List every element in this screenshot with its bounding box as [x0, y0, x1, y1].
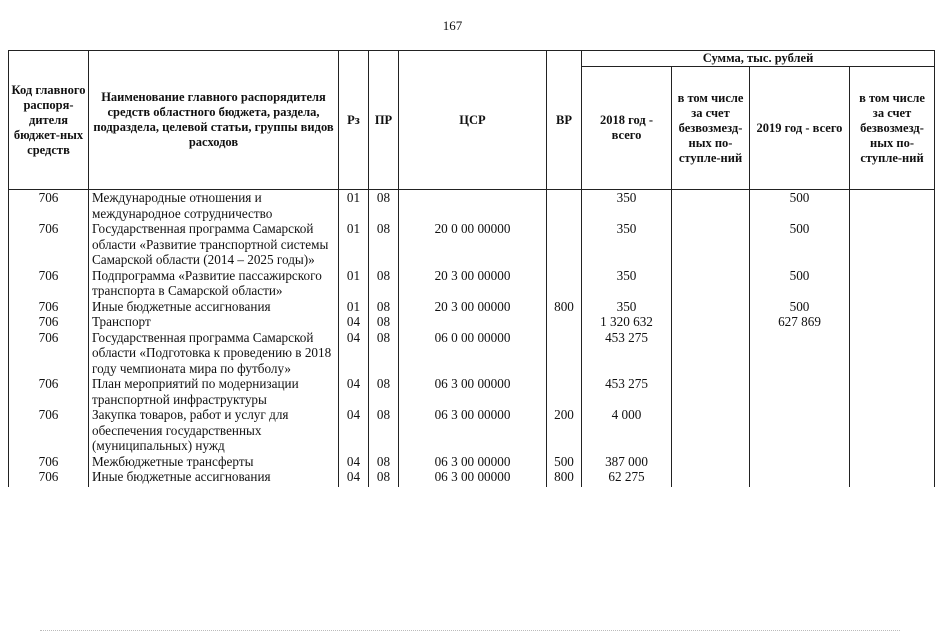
cell-name: Иные бюджетные ассигнования [89, 469, 339, 487]
cell-code: 706 [9, 299, 89, 315]
header-2019-total: 2019 год - всего [750, 67, 850, 190]
header-code: Код главного распоря-дителя бюджет-ных средств [9, 51, 89, 190]
cell-name: Государственная программа Самарской области «Развитие транспортной системы Самарской области (2014 – 2025 годы)» [89, 221, 339, 268]
cell-2018-total: 453 275 [582, 376, 672, 407]
cell-name: Иные бюджетные ассигнования [89, 299, 339, 315]
table-row [9, 469, 935, 487]
cell-2018-free [672, 330, 750, 377]
cell-2018-free [672, 376, 750, 407]
table-row [9, 407, 935, 454]
cell-2019-total [750, 376, 850, 407]
cell-code: 706 [9, 268, 89, 299]
table-row [9, 454, 935, 470]
table-row [9, 268, 935, 299]
cell-name: Международные отношения и международное сотрудничество [89, 190, 339, 222]
header-pr: ПР [369, 51, 399, 190]
header-2019-free: в том числе за счет безвозмезд-ных по-ступле-ний [850, 67, 935, 190]
table-body [9, 190, 935, 487]
cell-rz: 04 [339, 469, 369, 487]
cell-2018-total: 350 [582, 268, 672, 299]
cell-csr: 20 0 00 00000 [399, 221, 547, 268]
cell-csr: 06 3 00 00000 [399, 469, 547, 487]
cell-name: План мероприятий по модернизации транспортной инфраструктуры [89, 376, 339, 407]
cell-code: 706 [9, 454, 89, 470]
cell-rz: 01 [339, 221, 369, 268]
cell-2019-free [850, 221, 935, 268]
cell-pr: 08 [369, 314, 399, 330]
cell-2019-total: 500 [750, 268, 850, 299]
cell-pr: 08 [369, 376, 399, 407]
cell-code: 706 [9, 376, 89, 407]
cell-2019-total: 627 869 [750, 314, 850, 330]
cell-2018-total: 4 000 [582, 407, 672, 454]
cell-2018-total: 62 275 [582, 469, 672, 487]
cell-pr: 08 [369, 268, 399, 299]
cell-name: Государственная программа Самарской области «Подготовка к проведению в 2018 году чемпионата мира по футболу» [89, 330, 339, 377]
cell-csr [399, 190, 547, 222]
cell-code: 706 [9, 469, 89, 487]
cell-vr [547, 314, 582, 330]
cell-2018-total: 387 000 [582, 454, 672, 470]
cell-rz: 01 [339, 299, 369, 315]
table-row [9, 376, 935, 407]
cell-2018-free [672, 314, 750, 330]
page-number: 167 [442, 18, 463, 33]
cell-csr: 20 3 00 00000 [399, 268, 547, 299]
cell-name: Межбюджетные трансферты [89, 454, 339, 470]
cell-2019-free [850, 469, 935, 487]
cell-name: Транспорт [89, 314, 339, 330]
header-csr: ЦСР [399, 51, 547, 190]
cell-code: 706 [9, 330, 89, 377]
cell-vr [547, 268, 582, 299]
cell-2019-total: 500 [750, 221, 850, 268]
cell-pr: 08 [369, 330, 399, 377]
cell-rz: 04 [339, 314, 369, 330]
cell-2019-free [850, 314, 935, 330]
cell-pr: 08 [369, 407, 399, 454]
cell-2019-total: 500 [750, 190, 850, 222]
header-2018-total: 2018 год - всего [582, 67, 672, 190]
table-row [9, 314, 935, 330]
cell-2019-free [850, 330, 935, 377]
cell-2019-free [850, 407, 935, 454]
cell-2019-total [750, 469, 850, 487]
cell-2019-total [750, 330, 850, 377]
cell-vr: 800 [547, 469, 582, 487]
cell-2019-free [850, 454, 935, 470]
cell-csr: 20 3 00 00000 [399, 299, 547, 315]
cell-2019-free [850, 190, 935, 222]
cell-vr: 500 [547, 454, 582, 470]
cell-csr: 06 3 00 00000 [399, 407, 547, 454]
cell-rz: 04 [339, 376, 369, 407]
cell-pr: 08 [369, 299, 399, 315]
cell-pr: 08 [369, 469, 399, 487]
cell-rz: 01 [339, 190, 369, 222]
table-row [9, 299, 935, 315]
cell-rz: 04 [339, 330, 369, 377]
cell-2018-total: 453 275 [582, 330, 672, 377]
cell-2018-total: 350 [582, 221, 672, 268]
cell-vr [547, 190, 582, 222]
cell-rz: 01 [339, 268, 369, 299]
cell-code: 706 [9, 314, 89, 330]
cell-vr [547, 221, 582, 268]
cell-vr: 800 [547, 299, 582, 315]
budget-table [8, 50, 935, 487]
cell-rz: 04 [339, 407, 369, 454]
cell-2018-total: 350 [582, 190, 672, 222]
table-row [9, 221, 935, 268]
cell-csr: 06 3 00 00000 [399, 376, 547, 407]
cell-csr: 06 3 00 00000 [399, 454, 547, 470]
header-vr: ВР [547, 51, 582, 190]
cell-vr [547, 376, 582, 407]
header-2018-free: в том числе за счет безвозмезд-ных по-ступле-ний [672, 67, 750, 190]
cell-vr [547, 330, 582, 377]
cell-2019-free [850, 268, 935, 299]
cell-pr: 08 [369, 454, 399, 470]
cell-2018-total: 350 [582, 299, 672, 315]
cell-2019-total [750, 407, 850, 454]
cell-csr: 06 0 00 00000 [399, 330, 547, 377]
cell-2018-free [672, 407, 750, 454]
table-row [9, 330, 935, 377]
cell-rz: 04 [339, 454, 369, 470]
header-name: Наименование главного распорядителя средств областного бюджета, раздела, подраздела, целевой статьи, группы видов расходов [89, 51, 339, 190]
cell-pr: 08 [369, 221, 399, 268]
cell-code: 706 [9, 221, 89, 268]
cell-csr [399, 314, 547, 330]
cell-2019-total: 500 [750, 299, 850, 315]
cell-pr: 08 [369, 190, 399, 222]
cell-2018-free [672, 268, 750, 299]
cell-2018-free [672, 299, 750, 315]
cell-2018-free [672, 469, 750, 487]
cell-2019-free [850, 376, 935, 407]
cell-2018-free [672, 454, 750, 470]
cell-code: 706 [9, 407, 89, 454]
cell-2019-total [750, 454, 850, 470]
cell-2018-free [672, 221, 750, 268]
cell-name: Закупка товаров, работ и услуг для обеспечения государственных (муниципальных) нужд [89, 407, 339, 454]
cell-2018-total: 1 320 632 [582, 314, 672, 330]
cell-vr: 200 [547, 407, 582, 454]
header-sum-group: Сумма, тыс. рублей [582, 51, 935, 67]
table-row [9, 190, 935, 222]
scan-noise [40, 630, 900, 633]
cell-2018-free [672, 190, 750, 222]
cell-code: 706 [9, 190, 89, 222]
cell-2019-free [850, 299, 935, 315]
header-rz: Рз [339, 51, 369, 190]
cell-name: Подпрограмма «Развитие пассажирского транспорта в Самарской области» [89, 268, 339, 299]
